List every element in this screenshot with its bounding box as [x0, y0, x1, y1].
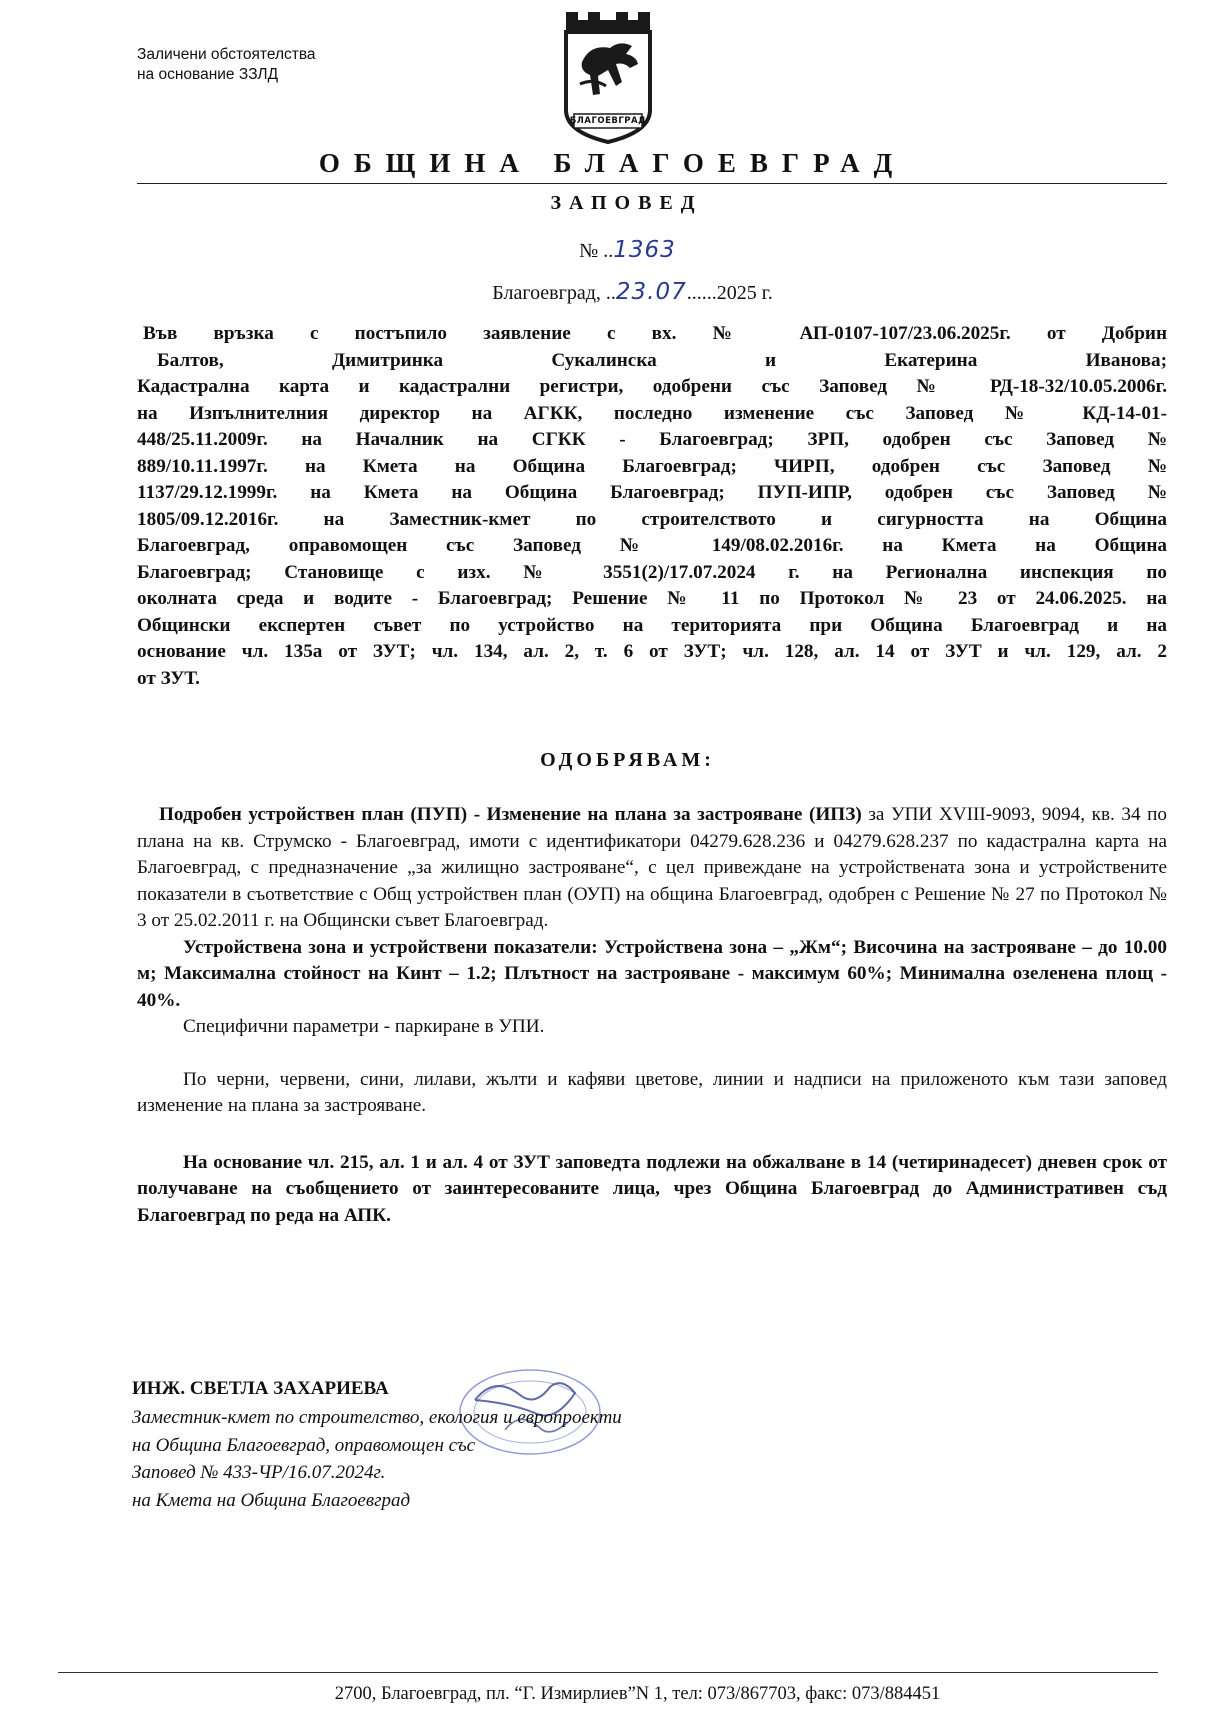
- signatory-name: ИНЖ. СВЕТЛА ЗАХАРИЕВА: [132, 1378, 389, 1399]
- plan-specific-parameters: Специфични параметри - паркиране в УПИ.: [183, 1016, 545, 1037]
- plan-title: Подробен устройствен план (ПУП) - Изменение на плана за застрояване (ИПЗ): [159, 804, 862, 825]
- date-prefix: Благоевград, ..: [492, 282, 616, 304]
- footer-address: 2700, Благоевград, пл. “Г. Измирлиев”N 1, тел: 073/867703, факс: 073/884451: [334, 1684, 941, 1704]
- plan-section: [137, 802, 1167, 1229]
- intro-line: Общински експертен съвет по устройство на територията при Община Благоевград и на: [137, 614, 1167, 636]
- intro-line: Благоевград, оправомощен със Заповед № 149/08.02.2016г. на Кмета на Община: [137, 535, 1167, 556]
- place-date-line: [0, 279, 1205, 305]
- intro-paragraph: [137, 321, 1167, 692]
- intro-line: основание чл. 135а от ЗУТ; чл. 134, ал. 2, т. 6 от ЗУТ; чл. 128, ал. 14 от ЗУТ и чл. 129, ал. 2: [137, 641, 1167, 662]
- signatory-title-line: Заповед № 433-ЧР/16.07.2024г.: [132, 1462, 386, 1483]
- intro-line: Балтов, Димитринка Сукалинска и Екатерина Иванова;: [157, 349, 1167, 371]
- organization-name: ОБЩИНА БЛАГОЕВГРАД: [318, 148, 907, 178]
- order-number-line: [0, 237, 1205, 263]
- plan-details: за УПИ XVIII-9093, 9094, кв. 34 по плана на кв. Струмско - Благоевград, имоти с идентификатори 04279.628.236 и 04279.628.237 по кадастрална карта на Благоевград, с предназначение „за жилищно застрояване“, с цел привеждане на устройствената зона и устройствените показатели в съответствие с Общ устройствен план (ОУП) на община Благоевград, одобрен с Решение № 27 по Протокол № 3 от 25.02.2011 г. на Общински съвет Благоевград.: [137, 804, 1168, 931]
- order-number-prefix: № ..: [579, 240, 614, 262]
- intro-line: 1805/09.12.2016г. на Заместник-кмет по строителството и сигурността на Община: [137, 508, 1167, 530]
- footer-divider: [58, 1672, 1158, 1673]
- intro-line: 448/25.11.2009г. на Началник на СГКК - Благоевград; ЗРП, одобрен със Заповед №: [137, 429, 1167, 450]
- intro-line: на Изпълнителния директор на АГКК, последно изменение със Заповед № КД-14-01-: [137, 402, 1167, 424]
- intro-line: 889/10.11.1997г. на Кмета на Община Благоевград; ЧИРП, одобрен със Заповед №: [137, 455, 1167, 477]
- approve-heading: ОДОБРЯВАМ:: [540, 749, 715, 771]
- plan-colors-note: По черни, червени, сини, лилави, жълти и кафяви цветове, линии и надписи на приложеното към тази заповед изменение на плана за застрояване.: [137, 1068, 1167, 1116]
- intro-line: Кадастрална карта и кадастрални регистри, одобрени със Заповед № РД-18-32/10.05.2006г.: [137, 376, 1167, 397]
- appeal-paragraph: На основание чл. 215, ал. 1 и ал. 4 от ЗУТ заповедта подлежи на обжалване в 14 (четиринадесет) дневен срок от получаване на съобщението от заинтересованите лица, чрез Община Благоевград до Административен съд Благоевград по реда на АПК.: [137, 1151, 1167, 1226]
- gdpr-note-line-1: Заличени обстоятелства: [137, 46, 316, 63]
- document-type-title: ЗАПОВЕД: [550, 192, 703, 214]
- signatory-title-line: на Кмета на Община Благоевград: [132, 1489, 411, 1511]
- coat-of-arms-label: БЛАГОЕВГРАД: [569, 116, 647, 126]
- coat-of-arms-logo: [558, 4, 658, 144]
- plan-indicators: Устройствена зона и устройствени показатели: Устройствена зона – „Жм“; Височина на застрояване – до 10.00 м; Максимална стойност на Кинт – 1.2; Плътност на застрояване - максимум 60%; Минимална озеленена площ - 40%.: [137, 936, 1167, 1011]
- intro-line: 1137/29.12.1999г. на Кмета на Община Благоевград; ПУП-ИПР, одобрен със Заповед №: [137, 482, 1167, 503]
- plan-description: [137, 802, 1167, 935]
- order-number-handwritten: 1363: [613, 237, 676, 263]
- gdpr-note-line-2: на основание ЗЗЛД: [137, 66, 279, 83]
- header-divider: [137, 183, 1167, 184]
- intro-line: Благоевград; Становище с изх. № 3551(2)/17.07.2024 г. на Регионална инспекция по: [137, 561, 1167, 583]
- intro-line: околната среда и водите - Благоевград; Решение № 11 по Протокол № 23 от 24.06.2025. на: [137, 588, 1167, 609]
- signatory-title-block: [132, 1404, 622, 1514]
- date-handwritten: 23.07: [615, 279, 687, 305]
- intro-line: от ЗУТ.: [137, 667, 200, 689]
- gdpr-redaction-note: [137, 45, 316, 85]
- signatory-title-line: Заместник-кмет по строителство, екология и европроекти: [132, 1407, 622, 1428]
- intro-line: Във връзка с постъпило заявление с вх. № АП-0107-107/23.06.2025г. от Добрин: [143, 323, 1167, 344]
- date-suffix: ......2025 г.: [686, 282, 773, 304]
- signatory-title-line: на Община Благоевград, оправомощен със: [132, 1434, 476, 1456]
